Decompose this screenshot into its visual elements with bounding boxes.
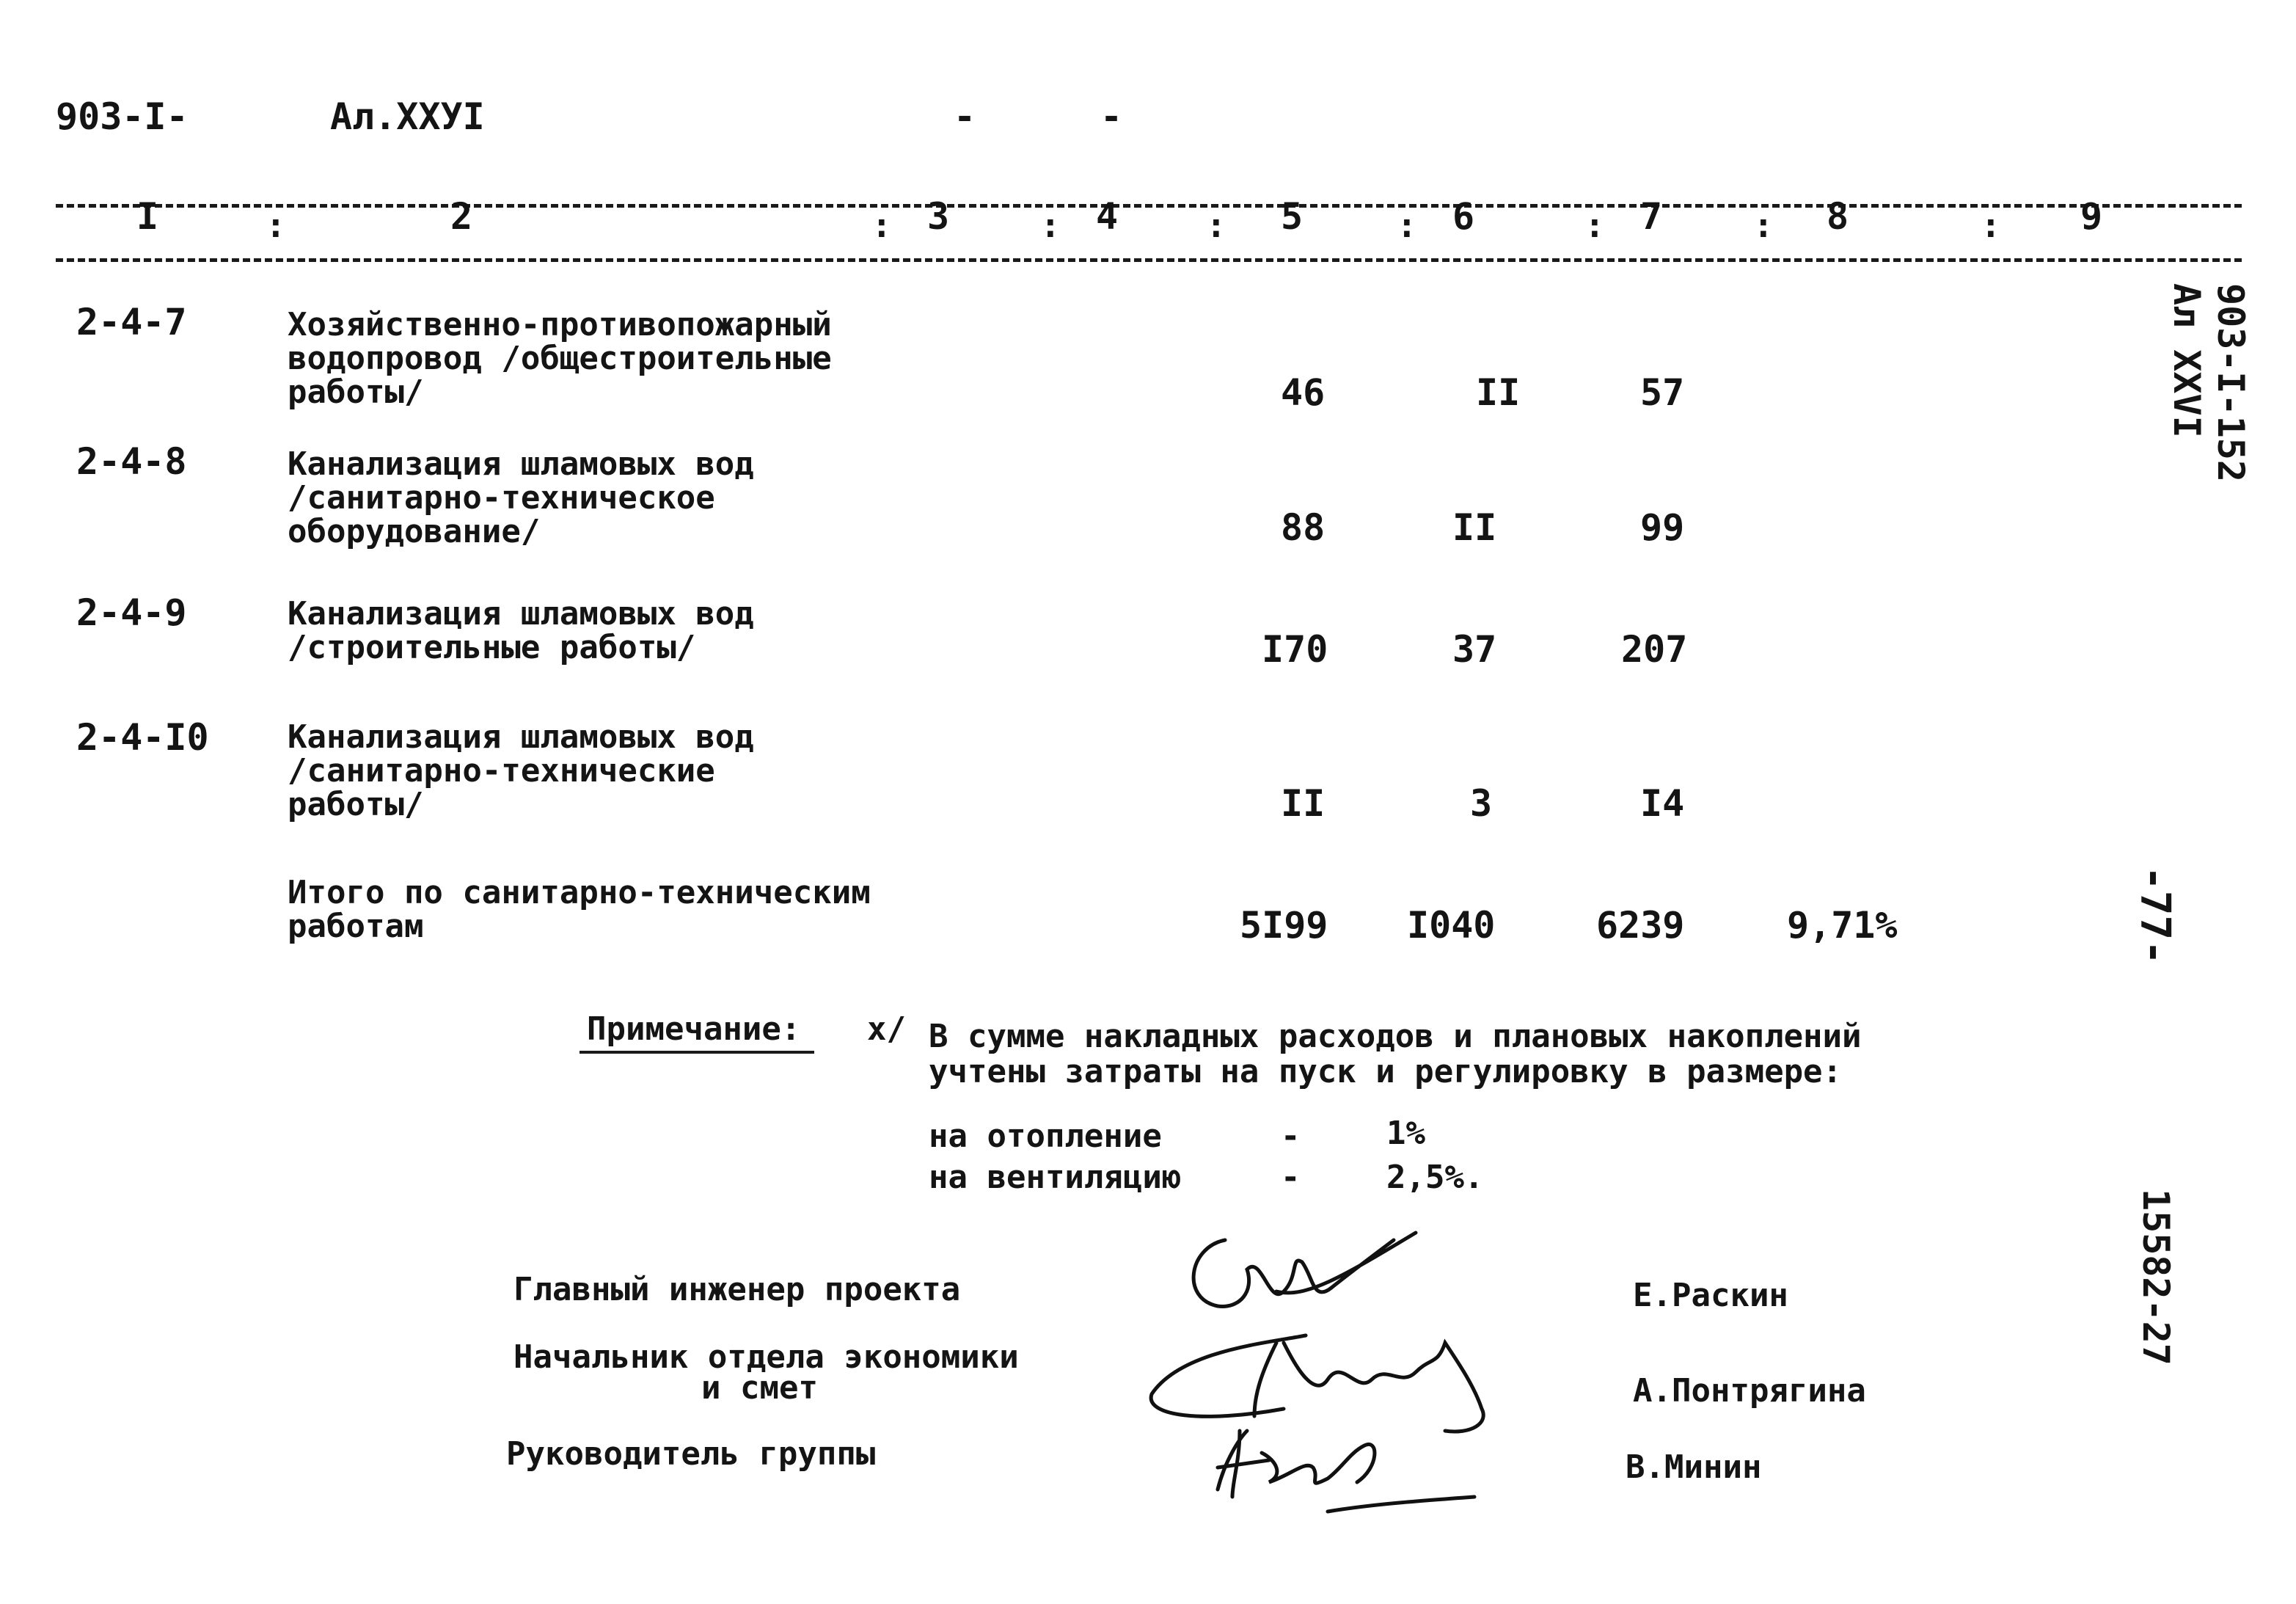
row-description-line: Канализация шламовых вод (288, 718, 754, 756)
note-item-dash: - (1281, 1118, 1301, 1155)
row-value-col5: 88 (1281, 506, 1326, 549)
col-separator: : (1040, 205, 1061, 245)
row-description-line: /санитарно-техническое (288, 479, 715, 517)
col-separator: : (1753, 205, 1774, 245)
total-value-col7: 6239 (1596, 904, 1685, 947)
row-description-line: /санитарно-технические (288, 752, 715, 790)
row-description-line: работы/ (288, 786, 424, 823)
note-item-dash: - (1281, 1159, 1301, 1196)
note-label: Примечание: (587, 1010, 801, 1048)
margin-sheet: Ал XXVI (2165, 283, 2208, 438)
row-code: 2-4-8 (76, 440, 187, 483)
note-text-line: В сумме накладных расходов и плановых накоплений (929, 1018, 1862, 1055)
col-separator: : (1206, 205, 1226, 245)
col-header-2: 2 (450, 195, 473, 238)
total-value-col6: I040 (1407, 904, 1496, 947)
col-separator: : (871, 205, 892, 245)
margin-inventory-number: 15582-27 (2135, 1189, 2177, 1366)
signatory-name: Е.Раскин (1633, 1277, 1788, 1314)
row-value-col7: 57 (1640, 371, 1685, 414)
header-dash-1: - (954, 95, 976, 138)
signatory-title: и смет (701, 1369, 818, 1407)
header-dash-2: - (1100, 95, 1123, 138)
note-item-name: на вентиляцию (929, 1159, 1182, 1196)
col-separator: : (266, 205, 286, 245)
row-value-col6: II (1452, 506, 1497, 549)
col-separator: : (1397, 205, 1417, 245)
row-value-col6: 37 (1452, 628, 1497, 671)
row-value-col7: 99 (1640, 506, 1685, 549)
row-description-line: Хозяйственно-противопожарный (288, 306, 832, 343)
col-header-3: 3 (927, 195, 950, 238)
col-header-1: I (136, 195, 159, 238)
row-value-col7: I4 (1640, 782, 1685, 825)
row-value-col6: 3 (1470, 782, 1493, 825)
table-header-rule (56, 258, 2242, 262)
row-description-line: Канализация шламовых вод (288, 445, 754, 483)
total-label-line: Итого по санитарно-техническим (288, 874, 871, 911)
signatory-title: Начальник отдела экономики (513, 1338, 1019, 1376)
row-value-col5: I70 (1262, 628, 1328, 671)
signatory-name: В.Минин (1626, 1448, 1762, 1486)
col-header-6: 6 (1452, 195, 1475, 238)
col-separator: : (1584, 205, 1605, 245)
signatory-title: Главный инженер проекта (513, 1271, 961, 1308)
col-header-5: 5 (1281, 195, 1304, 238)
row-value-col5: II (1281, 782, 1326, 825)
note-item-value: 2,5%. (1386, 1159, 1484, 1196)
note-label-underline (580, 1051, 814, 1054)
row-code: 2-4-I0 (76, 716, 209, 759)
col-header-9: 9 (2080, 195, 2103, 238)
col-separator: : (1981, 205, 2001, 245)
row-description-line: оборудование/ (288, 513, 541, 550)
signature-raskin (1174, 1211, 1438, 1328)
signatory-name: А.Понтрягина (1633, 1372, 1866, 1410)
row-value-col6: II (1476, 371, 1521, 414)
col-header-7: 7 (1640, 195, 1663, 238)
note-marker: х/ (867, 1010, 906, 1048)
row-value-col5: 46 (1281, 371, 1326, 414)
total-label-line: работам (288, 908, 424, 945)
note-text-line: учтены затраты на пуск и регулировку в размере: (929, 1053, 1843, 1090)
margin-page-number: -77- (2131, 866, 2179, 965)
row-description-line: Канализация шламовых вод (288, 595, 754, 633)
note-item-value: 1% (1386, 1115, 1425, 1152)
note-item-name: на отопление (929, 1118, 1162, 1155)
margin-doc-code: 903-I-152 (2209, 283, 2252, 482)
row-value-col7: 207 (1621, 628, 1688, 671)
total-value-col5: 5I99 (1240, 904, 1328, 947)
total-value-col8: 9,71% (1787, 904, 1898, 947)
table-top-rule (56, 204, 2242, 208)
row-description-line: водопровод /общестроительные (288, 340, 832, 377)
signatory-title: Руководитель группы (506, 1435, 876, 1473)
row-description-line: /строительные работы/ (288, 629, 696, 666)
row-code: 2-4-9 (76, 591, 187, 634)
row-code: 2-4-7 (76, 301, 187, 343)
col-header-4: 4 (1096, 195, 1119, 238)
document-code: 903-I- (56, 95, 189, 138)
sheet-label: Ал.XXУI (330, 95, 485, 138)
row-description-line: работы/ (288, 373, 424, 411)
signature-minin (1203, 1409, 1496, 1519)
col-header-8: 8 (1827, 195, 1849, 238)
